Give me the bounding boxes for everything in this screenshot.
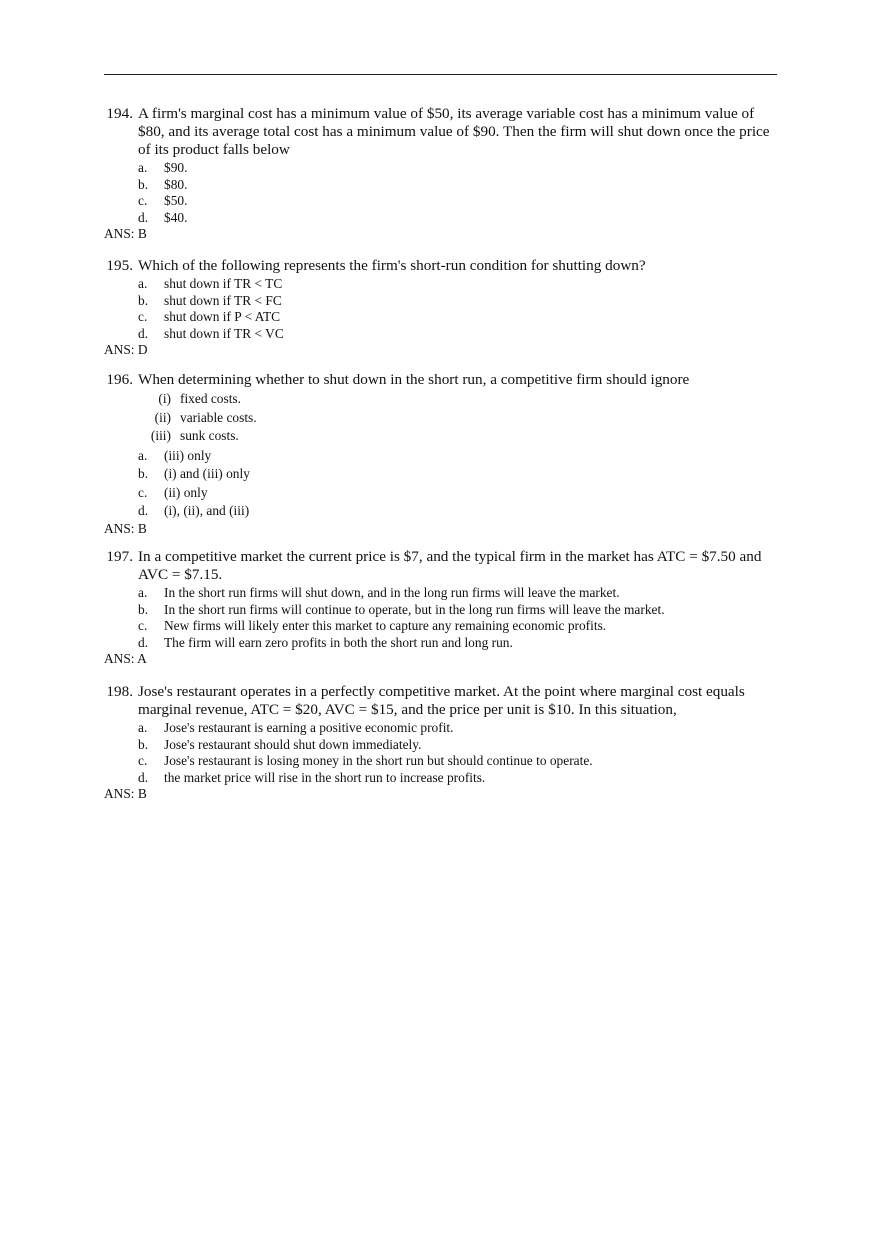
option-d: [104, 210, 776, 227]
option-d: [104, 635, 776, 652]
question-197: [104, 548, 776, 668]
option-text: (i), (ii), and (iii): [164, 503, 250, 518]
option-letter: a.: [138, 720, 148, 735]
option-letter: d.: [138, 634, 149, 650]
option-b: [104, 293, 776, 310]
option-letter: b.: [138, 601, 149, 617]
option-letter: d.: [138, 209, 149, 225]
option-c: [104, 618, 776, 635]
question-text: In a competitive market the current price is $7, and the typical firm in the market has ATC = $7.50 and AVC = $7.15.: [138, 548, 762, 583]
option-text: (iii) only: [164, 447, 212, 463]
question-194: [104, 105, 776, 243]
option-d: [104, 502, 776, 521]
option-c: [104, 753, 776, 770]
option-text: shut down if TR < FC: [164, 292, 282, 308]
roman-item-ii: [104, 409, 776, 428]
roman-numeral: (i): [158, 391, 171, 406]
option-letter: a.: [138, 276, 148, 291]
option-text: shut down if TR < TC: [164, 276, 283, 291]
question-number: 198.: [106, 683, 133, 700]
option-text: shut down if P < ATC: [164, 309, 281, 325]
option-b: [104, 465, 776, 484]
question-number: 197.: [106, 548, 133, 565]
option-text: $40.: [164, 209, 188, 225]
option-b: [104, 602, 776, 619]
option-text: shut down if TR < VC: [164, 325, 284, 341]
answer-key: ANS: D: [104, 342, 148, 358]
option-text: New firms will likely enter this market to capture any remaining economic profits.: [164, 618, 607, 634]
answer-key: ANS: B: [104, 226, 147, 242]
option-d: [104, 326, 776, 343]
option-letter: a.: [138, 447, 148, 463]
roman-numeral: (iii): [150, 428, 171, 443]
option-letter: b.: [138, 292, 149, 308]
option-letter: a.: [138, 160, 148, 175]
roman-items-list: [104, 390, 776, 446]
option-text: Jose's restaurant should shut down immediately.: [164, 736, 422, 752]
options-list: [104, 720, 776, 786]
option-letter: d.: [138, 769, 149, 785]
answer-key: ANS: A: [104, 651, 147, 667]
option-letter: d.: [138, 503, 149, 518]
option-letter: c.: [138, 193, 148, 209]
option-letter: c.: [138, 618, 148, 634]
question-198: [104, 683, 776, 803]
option-b: [104, 737, 776, 754]
roman-item-text: variable costs.: [180, 409, 257, 425]
option-text: Jose's restaurant is earning a positive economic profit.: [164, 720, 454, 735]
option-letter: a.: [138, 585, 148, 600]
option-text: In the short run firms will continue to operate, but in the long run firms will leave the market.: [164, 601, 665, 617]
options-list: [104, 276, 776, 342]
answer-key: ANS: B: [104, 520, 147, 536]
question-text: A firm's marginal cost has a minimum value of $50, its average variable cost has a minimum value of $80, and its average total cost has a minimum value of $90. Then the firm will shut down once the price of its product falls below: [138, 105, 770, 158]
option-c: [104, 309, 776, 326]
roman-item-i: [104, 390, 776, 409]
option-text: In the short run firms will shut down, and in the long run firms will leave the market.: [164, 585, 620, 600]
option-a: [104, 720, 776, 737]
header-rule: [104, 74, 777, 75]
option-letter: c.: [138, 309, 148, 325]
roman-item-iii: [104, 427, 776, 446]
option-text: (i) and (iii) only: [164, 466, 250, 481]
option-letter: b.: [138, 466, 149, 481]
question-text: Jose's restaurant operates in a perfectly competitive market. At the point where marginal cost equals marginal revenue, ATC = $20, AVC = $15, and the price per unit is $10. In this situation,: [138, 683, 745, 718]
question-number: 196.: [106, 371, 133, 388]
options-list: [104, 447, 776, 521]
roman-numeral: (ii): [154, 409, 171, 425]
option-a: [104, 585, 776, 602]
option-letter: b.: [138, 176, 149, 192]
option-c: [104, 484, 776, 503]
question-number: 195.: [106, 257, 133, 274]
roman-item-text: sunk costs.: [180, 428, 239, 443]
question-195: [104, 257, 776, 359]
roman-item-text: fixed costs.: [180, 391, 241, 406]
option-c: [104, 193, 776, 210]
answer-key: ANS: B: [104, 786, 147, 802]
option-text: (ii) only: [164, 484, 208, 500]
option-text: Jose's restaurant is losing money in the short run but should continue to operate.: [164, 753, 593, 769]
question-196: [104, 371, 776, 537]
option-letter: c.: [138, 484, 148, 500]
option-text: the market price will rise in the short run to increase profits.: [164, 769, 486, 785]
option-text: The firm will earn zero profits in both the short run and long run.: [164, 634, 513, 650]
option-text: $50.: [164, 193, 188, 209]
option-text: $90.: [164, 160, 188, 175]
option-b: [104, 177, 776, 194]
option-d: [104, 770, 776, 787]
option-letter: c.: [138, 753, 148, 769]
option-text: $80.: [164, 176, 188, 192]
question-number: 194.: [106, 105, 133, 122]
option-a: [104, 276, 776, 293]
question-text: Which of the following represents the firm's short-run condition for shutting down?: [138, 257, 646, 274]
options-list: [104, 160, 776, 226]
option-a: [104, 160, 776, 177]
question-text: When determining whether to shut down in the short run, a competitive firm should ignore: [138, 371, 690, 388]
options-list: [104, 585, 776, 651]
option-a: [104, 447, 776, 466]
option-letter: b.: [138, 736, 149, 752]
option-letter: d.: [138, 325, 149, 341]
